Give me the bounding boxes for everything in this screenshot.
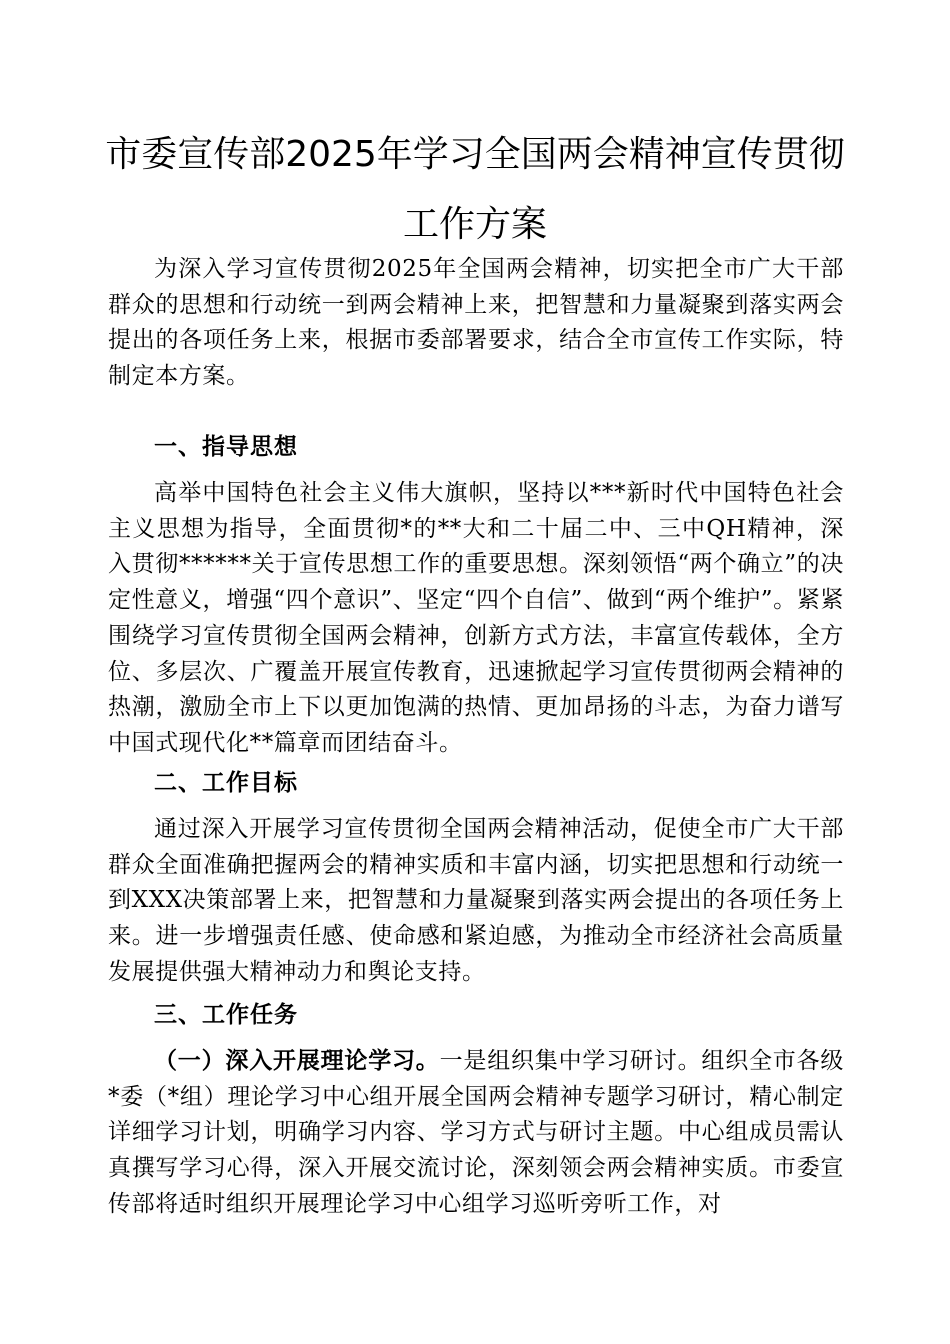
subsection-heading-theory-study: （一）深入开展理论学习。 [154,1048,440,1074]
section-heading-work-tasks: 三、工作任务 [154,1002,298,1028]
section-heading-guiding-ideology: 一、指导思想 [154,434,298,460]
section-body-work-tasks [108,1044,844,1223]
section-body-guiding-ideology: 高举中国特色社会主义伟大旗帜，坚持以***新时代中国特色社会主义思想为指导，全面贯彻*的**大和二十届二中、三中QH精神，深入贯彻******关于宣传思想工作的重要思想。深刻领悟“两个确立”的决定性意义，增强“四个意识”、坚定“四个自信”、做到“两个维护”。紧紧围绕学习宣传贯彻全国两会精神，创新方式方法，丰富宣传载体，全方位、多层次、广覆盖开展宣传教育，迅速掀起学习宣传贯彻两会精神的热潮，激励全市上下以更加饱满的热情、更加昂扬的斗志，为奋力谱写中国式现代化**篇章而团结奋斗。 [108,480,844,756]
document-title-line-1: 市委宣传部2025年学习全国两会精神宣传贯彻 [105,134,845,175]
intro-paragraph: 为深入学习宣传贯彻2025年全国两会精神，切实把全市广大干部群众的思想和行动统一到两会精神上来，把智慧和力量凝聚到落实两会提出的各项任务上来，根据市委部署要求，结合全市宣传工作实际，特制定本方案。 [108,256,844,390]
subsection-body-theory-study: 一是组织集中学习研讨。组织全市各级*委（*组）理论学习中心组开展全国两会精神专题学习研讨，精心制定详细学习计划，明确学习内容、学习方式与研讨主题。中心组成员需认真撰写学习心得，深入开展交流讨论，深刻领会两会精神实质。市委宣传部将适时组织开展理论学习中心组学习巡听旁听工作，对 [108,1048,845,1217]
section-heading-work-goals: 二、工作目标 [154,770,298,796]
document-title-line-2: 工作方案 [402,204,547,245]
section-body-work-goals: 通过深入开展学习宣传贯彻全国两会精神活动，促使全市广大干部群众全面准确把握两会的精神实质和丰富内涵，切实把思想和行动统一到XXX决策部署上来，把智慧和力量凝聚到落实两会提出的各项任务上来。进一步增强责任感、使命感和紧迫感，为推动全市经济社会高质量发展提供强大精神动力和舆论支持。 [108,816,844,985]
